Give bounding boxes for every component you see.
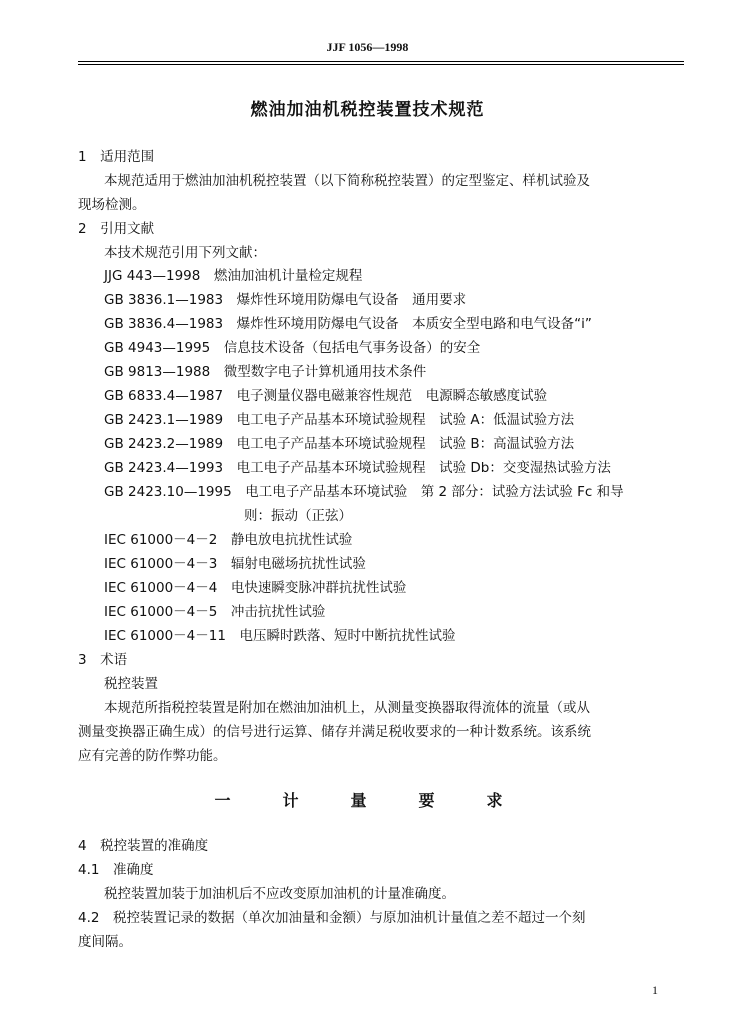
part-heading: 一 计 量 要 求 <box>214 791 521 810</box>
header-rule-bottom <box>78 64 684 65</box>
page-number: 1 <box>652 983 658 997</box>
reference-item: GB 2423.2—1989 电工电子产品基本环境试验规程 试验 B：高温试验方法 <box>104 436 575 452</box>
section-4-2-text-line-1: 4.2 税控装置记录的数据（单次加油量和金额）与原加油机计量值之差不超过一个刻 <box>78 910 586 926</box>
header-rule-top <box>78 61 684 62</box>
term-name: 税控装置 <box>104 676 158 692</box>
section-1-text-line-2: 现场检测。 <box>78 197 146 213</box>
reference-item: GB 2423.10—1995 电工电子产品基本环境试验 第 2 部分：试验方法试验 Fc 和导 <box>104 484 624 500</box>
reference-item: JJG 443—1998 燃油加油机计量检定规程 <box>104 268 363 284</box>
reference-item: IEC 61000－4－4 电快速瞬变脉冲群抗扰性试验 <box>104 580 407 596</box>
term-definition-line-1: 本规范所指税控装置是附加在燃油加油机上，从测量变换器取得流体的流量（或从 <box>104 700 590 716</box>
section-4-heading: 4 税控装置的准确度 <box>78 838 209 854</box>
reference-item: IEC 61000－4－2 静电放电抗扰性试验 <box>104 532 353 548</box>
reference-item: GB 3836.1—1983 爆炸性环境用防爆电气设备 通用要求 <box>104 292 467 308</box>
reference-item: GB 3836.4—1983 爆炸性环境用防爆电气设备 本质安全型电路和电气设备“i” <box>104 316 592 332</box>
section-3-heading: 3 术语 <box>78 652 128 668</box>
reference-item: IEC 61000－4－11 电压瞬时跌落、短时中断抗扰性试验 <box>104 628 456 644</box>
reference-item: GB 2423.1—1989 电工电子产品基本环境试验规程 试验 A：低温试验方法 <box>104 412 575 428</box>
section-1-text-line-1: 本规范适用于燃油加油机税控装置（以下简称税控装置）的定型鉴定、样机试验及 <box>104 173 590 189</box>
term-definition-line-2: 测量变换器正确生成）的信号进行运算、储存并满足税收要求的一种计数系统。该系统 <box>78 724 591 740</box>
document-code-header: JJF 1056—1998 <box>326 40 409 54</box>
reference-item-continuation: 则：振动（正弦） <box>244 508 352 524</box>
section-2-intro: 本技术规范引用下列文献： <box>104 245 266 261</box>
section-4-2-text-line-2: 度间隔。 <box>78 934 132 950</box>
reference-item: GB 9813—1988 微型数字电子计算机通用技术条件 <box>104 364 427 380</box>
reference-item: GB 6833.4—1987 电子测量仪器电磁兼容性规范 电源瞬态敏感度试验 <box>104 388 548 404</box>
reference-item: IEC 61000－4－5 冲击抗扰性试验 <box>104 604 326 620</box>
reference-item: GB 2423.4—1993 电工电子产品基本环境试验规程 试验 Db：交变湿热试验方法 <box>104 460 611 476</box>
section-4-1-text: 税控装置加装于加油机后不应改变原加油机的计量准确度。 <box>104 886 455 902</box>
document-title: 燃油加油机税控装置技术规范 <box>250 100 485 120</box>
reference-item: IEC 61000－4－3 辐射电磁场抗扰性试验 <box>104 556 366 572</box>
term-definition-line-3: 应有完善的防作弊功能。 <box>78 748 227 764</box>
reference-item: GB 4943—1995 信息技术设备（包括电气事务设备）的安全 <box>104 340 481 356</box>
section-1-heading: 1 适用范围 <box>78 149 155 165</box>
section-4-1-heading: 4.1 准确度 <box>78 862 154 878</box>
section-2-heading: 2 引用文献 <box>78 221 155 237</box>
